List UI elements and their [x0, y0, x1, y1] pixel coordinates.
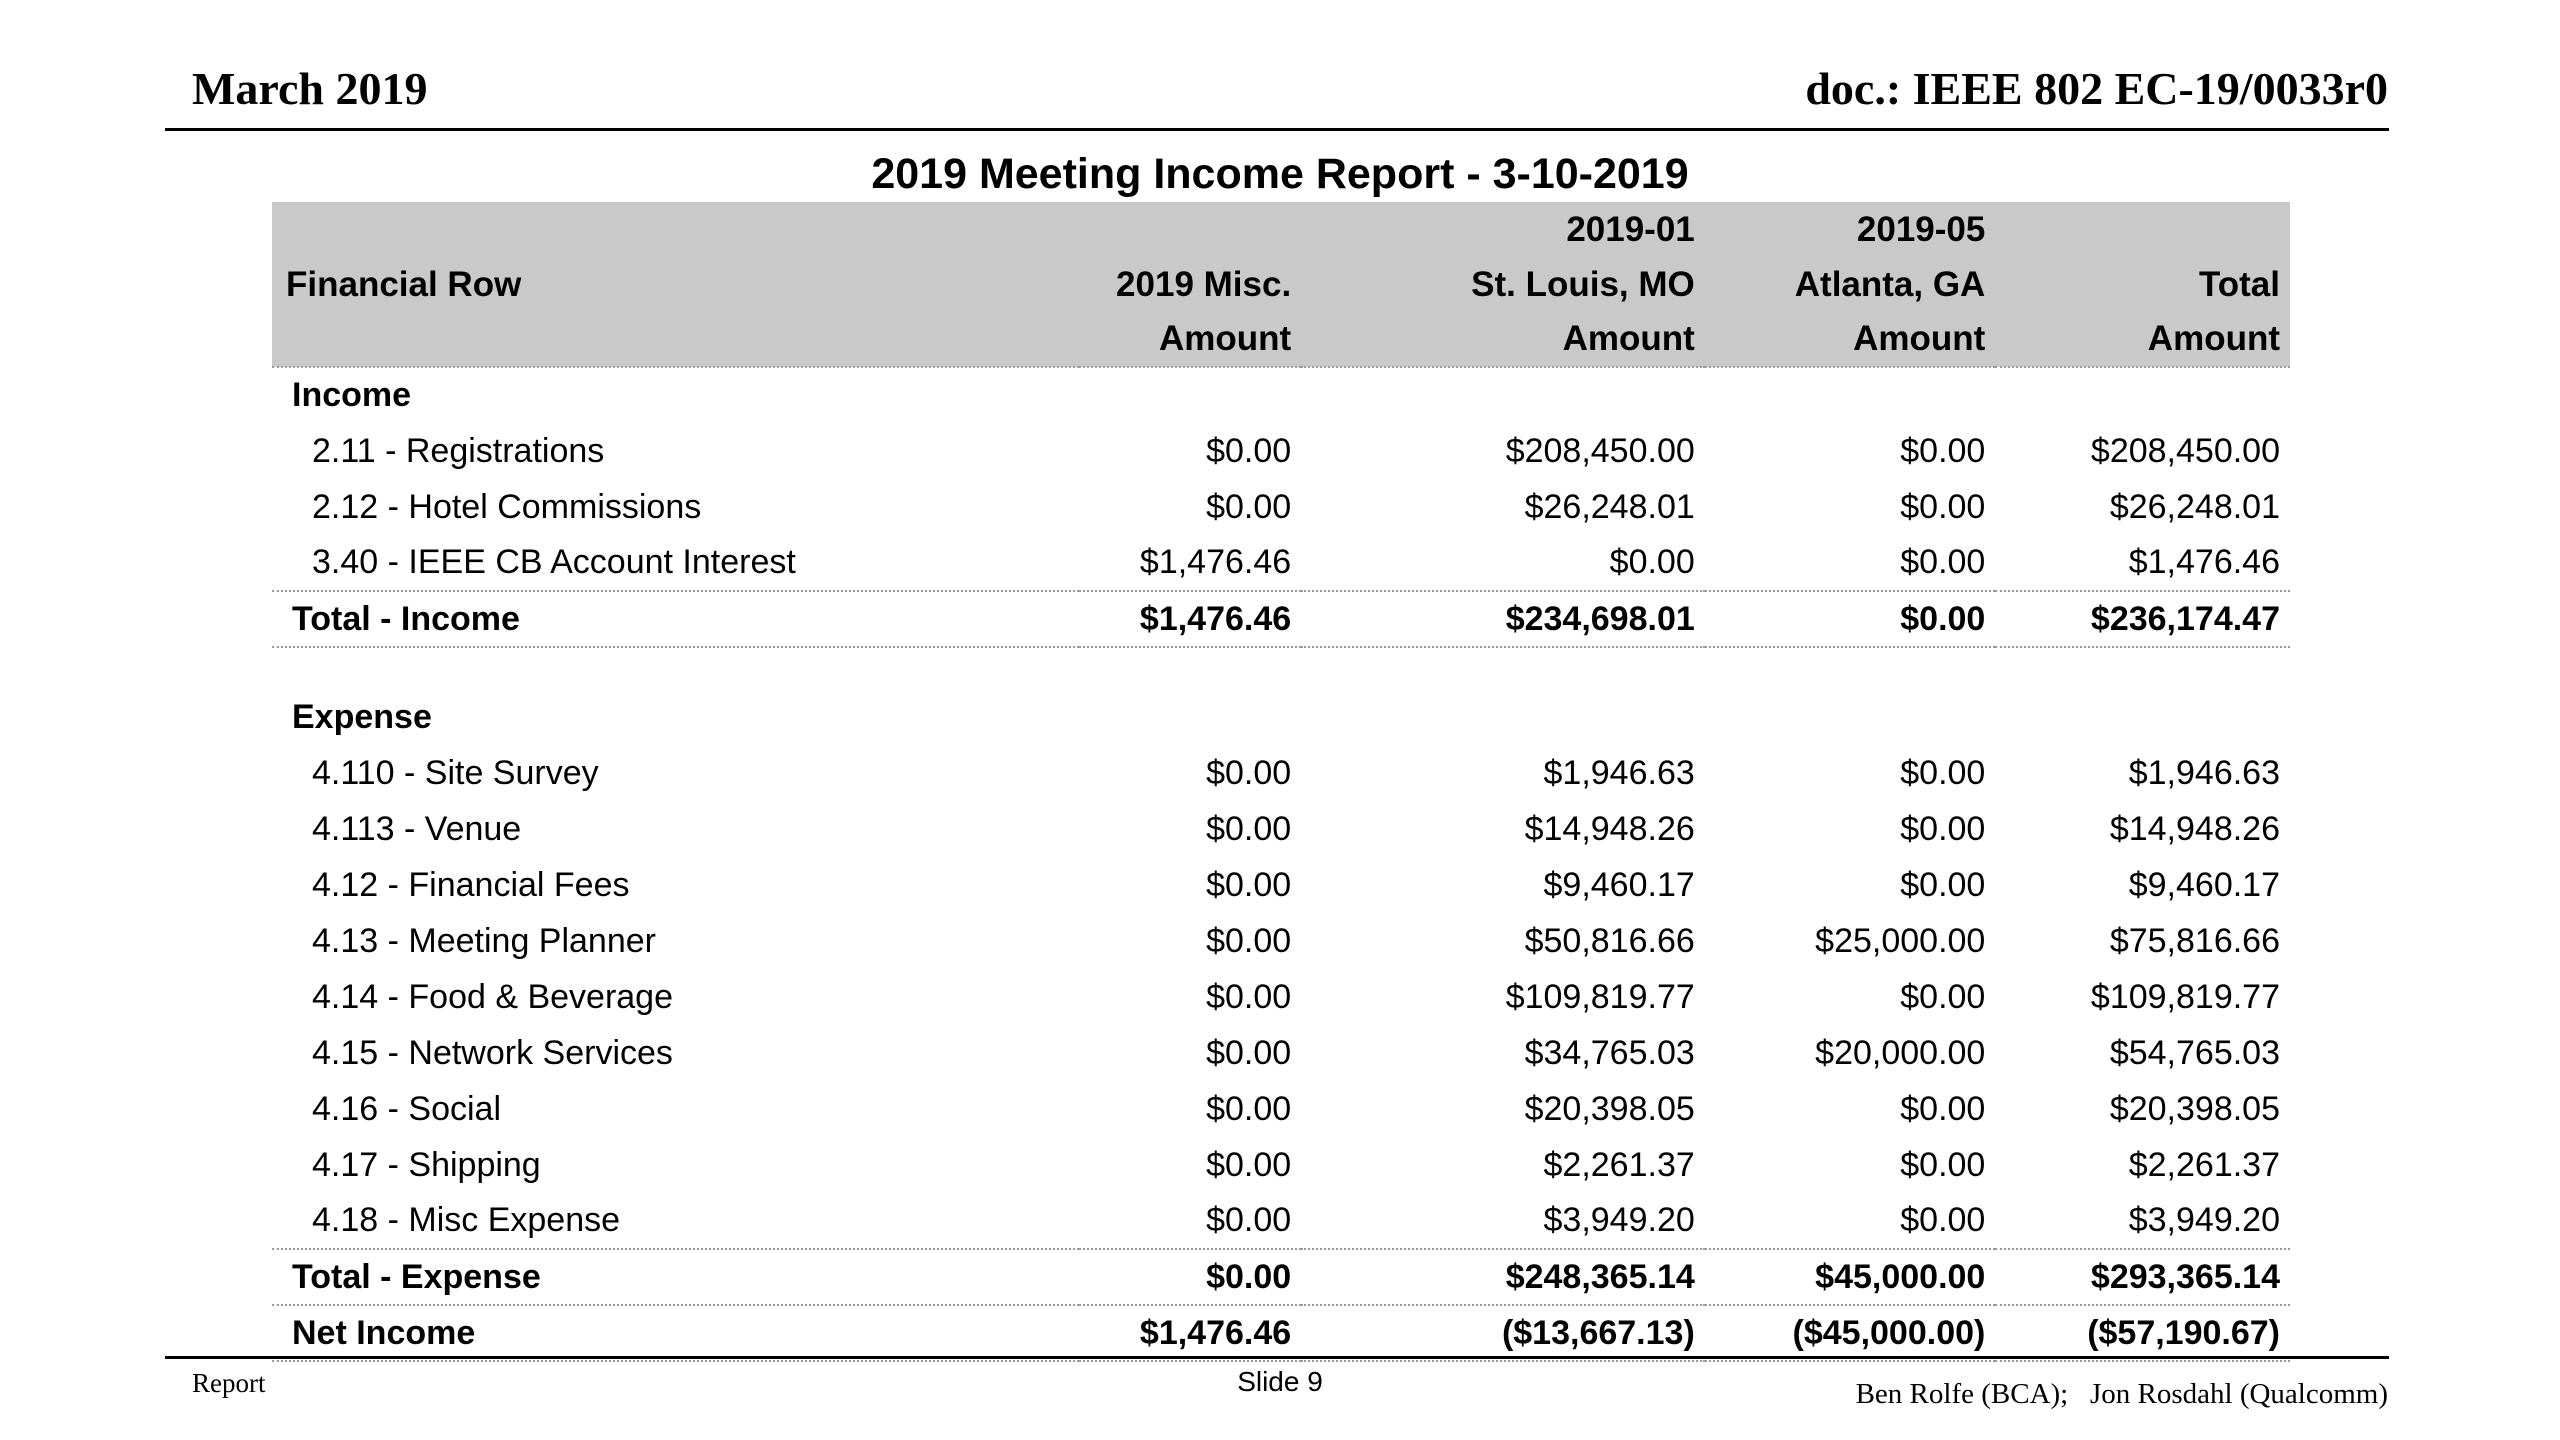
table-row [272, 689, 2290, 745]
amount-cell: $208,450.00 [2090, 431, 2280, 470]
footer-authors: Ben Rolfe (BCA); Jon Rosdahl (Qualcomm) [1855, 1378, 2388, 1410]
amount-cell [1079, 647, 1301, 689]
amount-cell: $0.00 [1900, 865, 1986, 904]
row-label [272, 647, 1079, 689]
header-doc-number: doc.: IEEE 802 EC-19/0033r0 [1805, 63, 2388, 114]
row-label: 2.12 - Hotel Commissions [312, 487, 702, 526]
header-date: March 2019 [192, 63, 428, 114]
spacer-row [272, 647, 2290, 689]
amount-cell: $0.00 [1206, 921, 1292, 960]
amount-cell: $0.00 [1900, 809, 1986, 848]
amount-cell [1995, 647, 2290, 689]
amount-cell: $208,450.00 [1505, 431, 1695, 470]
amount-cell: $25,000.00 [1815, 921, 1986, 960]
header-divider [165, 128, 2389, 131]
table-row [272, 1193, 2290, 1249]
row-label: 4.12 - Financial Fees [312, 865, 630, 904]
amount-cell: $3,949.20 [2128, 1201, 2280, 1239]
amount-cell [1705, 689, 1996, 745]
column-header-cell: Total [1995, 257, 2290, 312]
amount-cell: ($57,190.67) [1995, 1305, 2290, 1361]
amount-cell: $75,816.66 [2109, 921, 2280, 960]
amount-cell: $0.00 [1206, 753, 1292, 792]
amount-cell: $0.00 [1206, 1033, 1292, 1072]
amount-cell: $1,946.63 [1543, 753, 1695, 792]
header-row-amount-labels [272, 312, 2290, 367]
amount-cell: $34,765.03 [1524, 1033, 1695, 1072]
table-row [272, 1249, 2290, 1305]
amount-cell: $1,476.46 [1139, 543, 1292, 581]
amount-cell: $14,948.26 [2109, 809, 2280, 848]
amount-cell: $14,948.26 [1524, 809, 1695, 848]
amount-cell: $0.00 [1609, 543, 1695, 581]
amount-cell: $109,819.77 [2090, 977, 2280, 1016]
report-title: 2019 Meeting Income Report - 3-10-2019 [871, 150, 1689, 198]
column-header-cell: 2019 Misc. [1079, 257, 1301, 312]
row-label: 2.11 - Registrations [312, 431, 605, 470]
amount-cell: $0.00 [1206, 865, 1292, 904]
amount-cell: $0.00 [1900, 543, 1986, 581]
table-row [272, 1081, 2290, 1137]
table-row [272, 367, 2290, 423]
column-header-cell: Amount [1705, 312, 1996, 367]
amount-cell: $20,398.05 [1524, 1089, 1695, 1128]
amount-cell: $20,000.00 [1815, 1033, 1986, 1072]
row-label: Expense [292, 697, 432, 736]
column-header-cell: 2019-05 [1705, 202, 1996, 257]
amount-cell: $0.00 [1206, 1201, 1292, 1239]
amount-cell: $26,248.01 [2109, 487, 2280, 526]
row-label: Net Income [272, 1305, 1079, 1361]
amount-cell: $45,000.00 [1705, 1249, 1996, 1305]
amount-cell: $26,248.01 [1524, 487, 1695, 526]
column-header-cell: Amount [1079, 312, 1301, 367]
slide-header [192, 62, 2388, 115]
amount-cell [1705, 367, 1996, 423]
row-label: 4.14 - Food & Beverage [312, 977, 674, 1016]
table-header [272, 202, 2290, 367]
amount-cell [1995, 689, 2290, 745]
amount-cell: $0.00 [1900, 977, 1986, 1016]
footer-report-label: Report [192, 1368, 266, 1398]
table-row [272, 591, 2290, 647]
amount-cell: $3,949.20 [1543, 1201, 1695, 1239]
amount-cell: $0.00 [1900, 431, 1986, 470]
amount-cell: $1,476.46 [1079, 1305, 1301, 1361]
amount-cell: $9,460.17 [2128, 865, 2280, 904]
amount-cell: $0.00 [1900, 1089, 1986, 1128]
row-label: Income [292, 376, 412, 414]
income-report-table [272, 202, 2290, 1362]
column-header-cell [1079, 202, 1301, 257]
amount-cell [1301, 647, 1705, 689]
table-row [272, 423, 2290, 479]
amount-cell: $0.00 [1206, 977, 1292, 1016]
amount-cell: $0.00 [1705, 591, 1996, 647]
amount-cell: $50,816.66 [1524, 921, 1695, 960]
amount-cell: $234,698.01 [1301, 591, 1705, 647]
amount-cell: $248,365.14 [1301, 1249, 1705, 1305]
row-label: 4.18 - Misc Expense [312, 1201, 621, 1239]
amount-cell: $9,460.17 [1543, 865, 1695, 904]
column-header-cell: 2019-01 [1301, 202, 1705, 257]
amount-cell: $109,819.77 [1505, 977, 1695, 1016]
amount-cell: $0.00 [1900, 1145, 1986, 1184]
footer-divider [165, 1356, 2389, 1359]
column-header-cell: St. Louis, MO [1301, 257, 1705, 312]
amount-cell: $0.00 [1900, 1201, 1986, 1239]
column-header-cell: Atlanta, GA [1705, 257, 1996, 312]
table-row [272, 857, 2290, 913]
header-row-names [272, 257, 2290, 312]
row-label: 3.40 - IEEE CB Account Interest [312, 543, 796, 581]
amount-cell [1079, 367, 1301, 423]
table-row [272, 479, 2290, 535]
amount-cell: $1,946.63 [2128, 753, 2280, 792]
table-row [272, 969, 2290, 1025]
row-label: 4.113 - Venue [312, 809, 522, 848]
amount-cell [1079, 689, 1301, 745]
column-header-cell: Amount [1301, 312, 1705, 367]
table-row [272, 745, 2290, 801]
table-body [272, 367, 2290, 1361]
amount-cell: $1,476.46 [2128, 543, 2280, 581]
table-row [272, 801, 2290, 857]
amount-cell [1705, 647, 1996, 689]
column-header-cell [1995, 202, 2290, 257]
amount-cell: $1,476.46 [1079, 591, 1301, 647]
row-label: 4.110 - Site Survey [312, 753, 599, 792]
amount-cell: $0.00 [1206, 1089, 1292, 1128]
amount-cell [1301, 367, 1705, 423]
amount-cell: $0.00 [1206, 1145, 1292, 1184]
column-header-cell: Financial Row [272, 257, 1079, 312]
amount-cell: $0.00 [1206, 431, 1292, 470]
amount-cell: $0.00 [1900, 487, 1986, 526]
footer-slide-number: Slide 9 [1237, 1366, 1323, 1397]
amount-cell: ($45,000.00) [1705, 1305, 1996, 1361]
amount-cell: $236,174.47 [1995, 591, 2290, 647]
amount-cell: $2,261.37 [1543, 1145, 1695, 1184]
amount-cell: ($13,667.13) [1301, 1305, 1705, 1361]
amount-cell: $2,261.37 [2128, 1145, 2280, 1184]
table-row [272, 913, 2290, 969]
column-header-cell [272, 312, 1079, 367]
row-label: 4.16 - Social [312, 1089, 501, 1128]
column-header-cell: Amount [1995, 312, 2290, 367]
amount-cell: $54,765.03 [2109, 1033, 2280, 1072]
row-label: Total - Expense [272, 1249, 1079, 1305]
amount-cell [1995, 367, 2290, 423]
row-label: 4.17 - Shipping [312, 1145, 541, 1184]
table-row [272, 1305, 2290, 1361]
amount-cell: $0.00 [1206, 487, 1292, 526]
amount-cell: $20,398.05 [2109, 1089, 2280, 1128]
amount-cell: $0.00 [1079, 1249, 1301, 1305]
row-label: 4.15 - Network Services [312, 1033, 673, 1072]
table-row [272, 535, 2290, 591]
amount-cell [1301, 689, 1705, 745]
header-row-dates [272, 202, 2290, 257]
column-header-cell [272, 202, 1079, 257]
amount-cell: $0.00 [1900, 753, 1986, 792]
amount-cell: $0.00 [1206, 809, 1292, 848]
table-row [272, 1137, 2290, 1193]
table-row [272, 1025, 2290, 1081]
row-label: 4.13 - Meeting Planner [312, 921, 656, 960]
amount-cell: $293,365.14 [1995, 1249, 2290, 1305]
row-label: Total - Income [272, 591, 1079, 647]
